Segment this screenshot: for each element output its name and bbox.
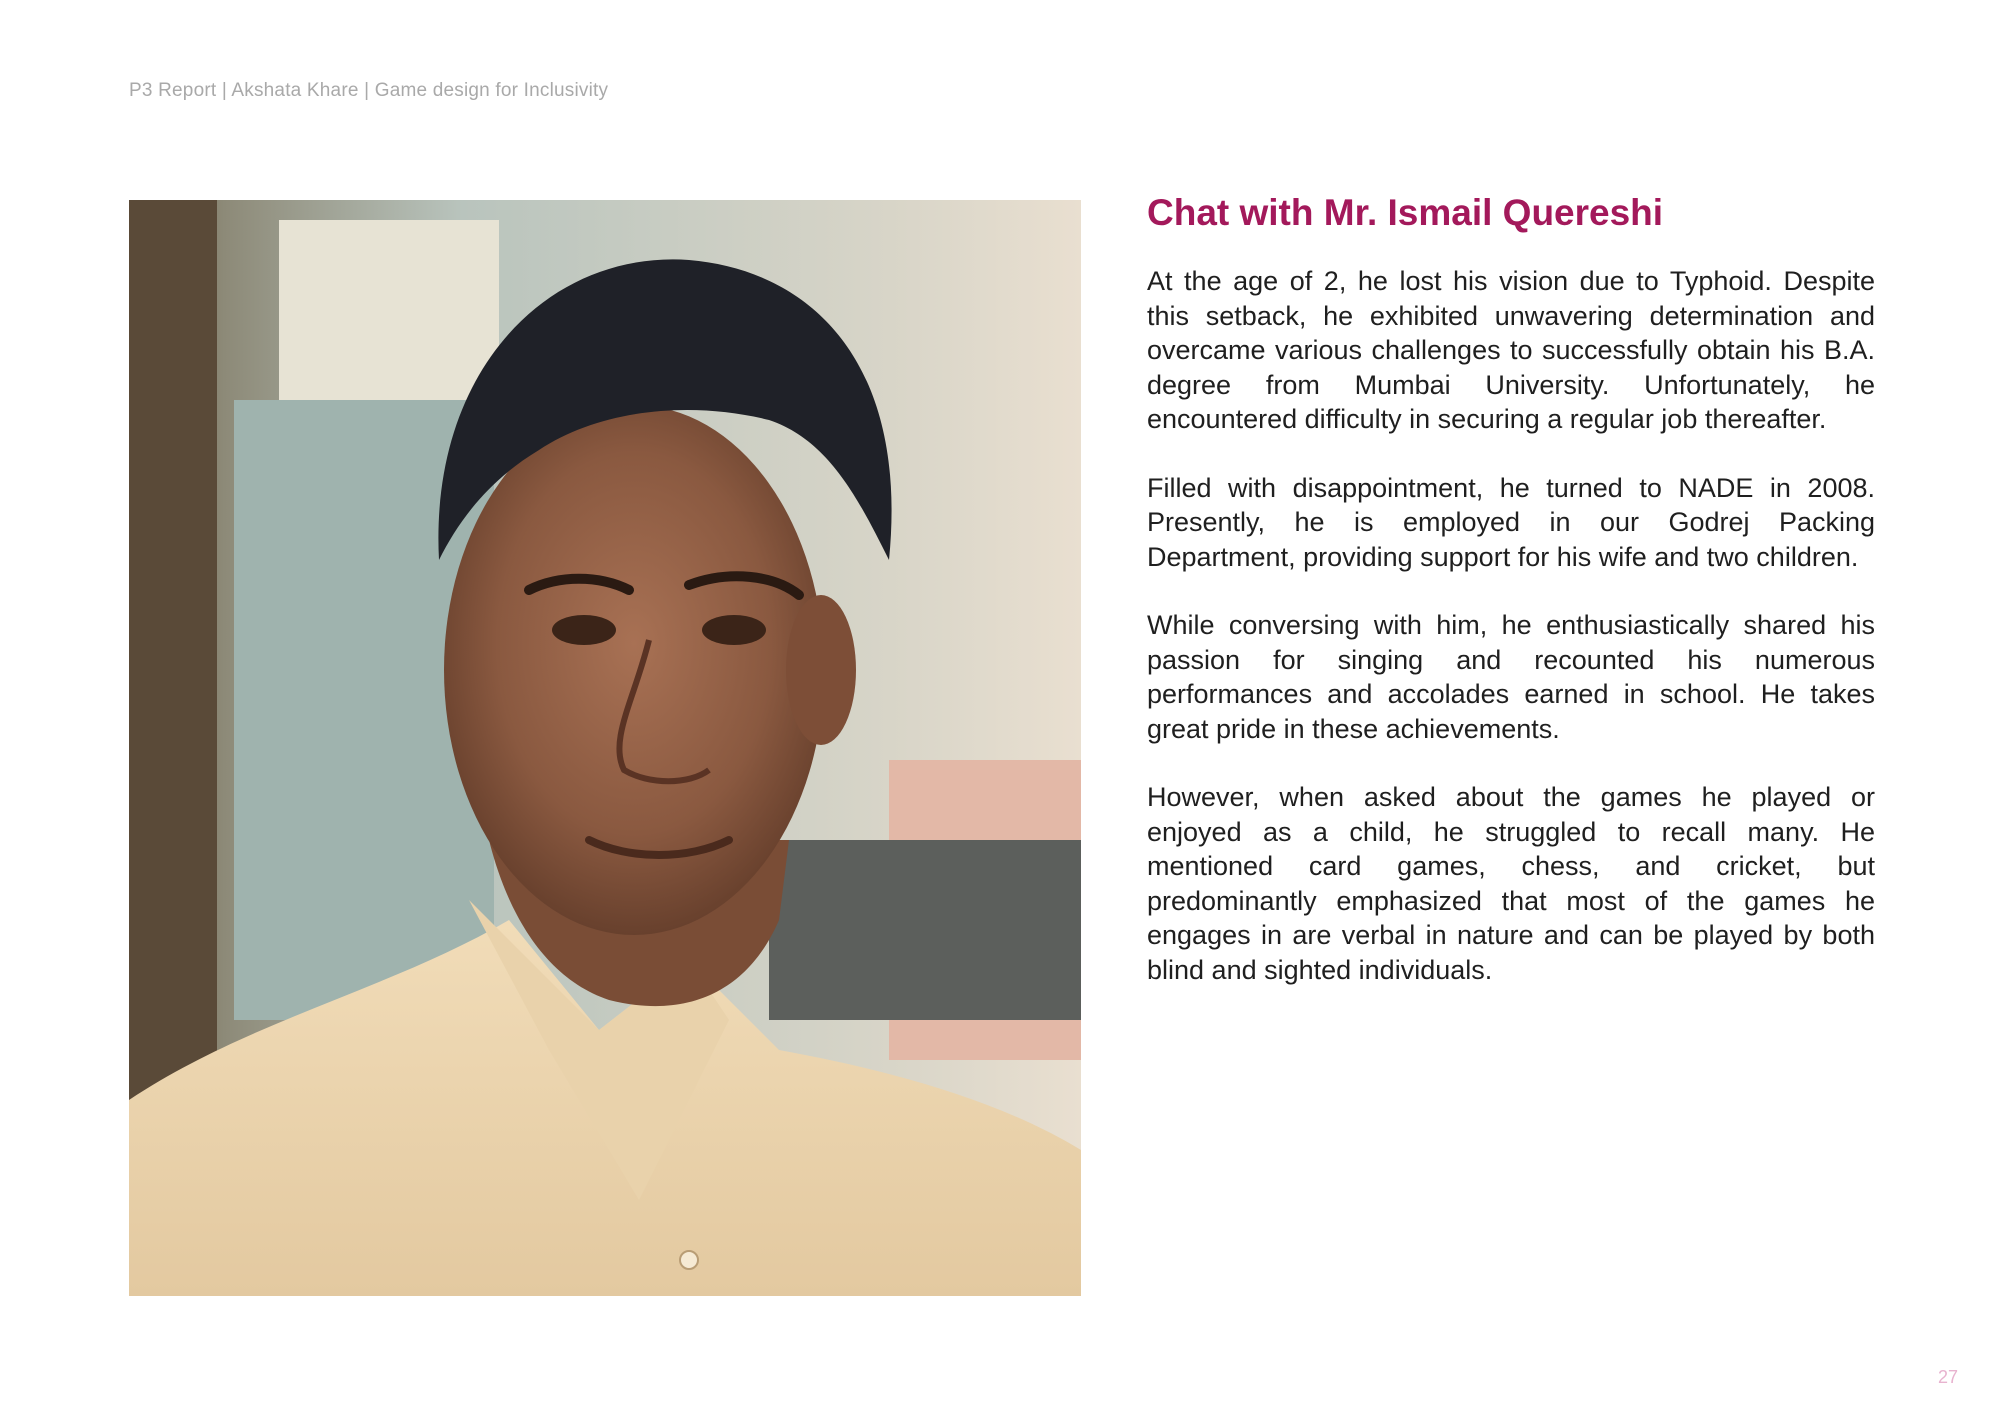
article bbox=[1147, 190, 1875, 1021]
page-number: 27 bbox=[1937, 1367, 1958, 1387]
background-monitor bbox=[769, 840, 1081, 1020]
paragraph-background: At the age of 2, he lost his vision due to Typhoid. Despite this setback, he exhibited unwavering determination and overcame various challenges to successfully obtain his B.A. degree from Mumbai University. Unfortunately, he encountered difficulty in securing a regular job thereafter. bbox=[1147, 266, 1875, 435]
paragraph-passion: While conversing with him, he enthusiastically shared his passion for singing and recounted his numerous performances and accolades earned in school. He takes great pride in these achievements. bbox=[1147, 610, 1875, 744]
running-header: P3 Report | Akshata Khare | Game design for Inclusivity bbox=[129, 80, 609, 101]
paragraph-employment: Filled with disappointment, he turned to NADE in 2008. Presently, he is employed in our Godrej Packing Department, providing support for his wife and two children. bbox=[1147, 472, 1875, 572]
ear bbox=[786, 595, 856, 745]
portrait-photo bbox=[129, 200, 1081, 1296]
background-boxes bbox=[279, 220, 499, 400]
right-eye bbox=[702, 615, 766, 645]
portrait-illustration bbox=[129, 200, 1081, 1296]
left-eye bbox=[552, 615, 616, 645]
shirt-button bbox=[680, 1251, 698, 1269]
paragraph-games: However, when asked about the games he played or enjoyed as a child, he struggled to recall many. He mentioned card games, chess, and cricket, but predominantly emphasized that most of the games he engages in are verbal in nature and can be played by both blind and sighted individuals. bbox=[1147, 782, 1875, 985]
article-title: Chat with Mr. Ismail Quereshi bbox=[1147, 192, 1664, 233]
